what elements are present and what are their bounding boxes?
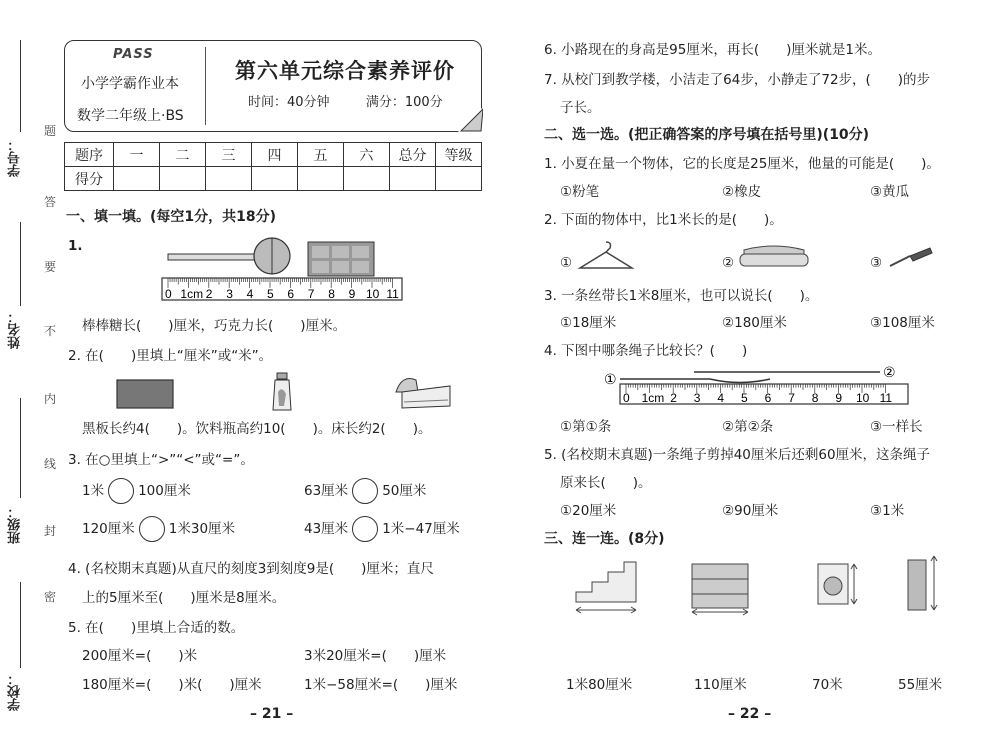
bed-icon bbox=[392, 372, 454, 410]
compare-circle[interactable] bbox=[139, 516, 165, 542]
q3-text: 3. 在○里填上“>”“<”或“=”。 bbox=[68, 452, 254, 468]
length-label: 55厘米 bbox=[898, 677, 943, 693]
name-line[interactable] bbox=[20, 222, 21, 306]
washing-machine-icon bbox=[814, 558, 858, 616]
score-cell[interactable] bbox=[252, 167, 298, 191]
ruler-tick-label: 10 bbox=[366, 287, 380, 301]
c5-line2: 原来长( )。 bbox=[560, 475, 652, 491]
c3-option-3[interactable]: ③108厘米 bbox=[870, 315, 935, 331]
student-number-label: 学号： bbox=[8, 138, 23, 177]
ruler-tick-label: 4 bbox=[246, 287, 254, 301]
q5-c: 180厘米=( )米( )厘米 bbox=[82, 677, 262, 693]
q5-a: 200厘米=( )米 bbox=[82, 648, 198, 664]
compare-circle[interactable] bbox=[352, 478, 378, 504]
compare-a-left: 1米 bbox=[82, 483, 105, 499]
c2-option-3[interactable]: ③ bbox=[870, 255, 883, 271]
score-header-cell: 六 bbox=[344, 143, 390, 167]
q7-line2: 子长。 bbox=[560, 100, 601, 116]
score-cell[interactable] bbox=[114, 167, 160, 191]
ruler-tick-label: 11 bbox=[386, 287, 399, 301]
compare-a bbox=[82, 478, 191, 504]
compare-d-right: 1米−47厘米 bbox=[382, 521, 460, 537]
rope-1-mark: ① bbox=[604, 372, 617, 388]
ruler-tick-label: 11 bbox=[879, 391, 893, 405]
page-title: 第六单元综合素养评价 bbox=[235, 59, 455, 83]
score-table bbox=[64, 142, 482, 191]
q1-text: 棒棒糖长( )厘米，巧克力长( )厘米。 bbox=[82, 318, 347, 334]
ruler-tick-label: 7 bbox=[788, 391, 795, 405]
q4-line2: 上的5厘米至( )厘米是8厘米。 bbox=[82, 590, 286, 606]
bookshelf-icon bbox=[688, 560, 754, 616]
c4-option-3[interactable]: ③一样长 bbox=[870, 419, 923, 435]
q2-text: 2. 在( )里填上“厘米”或“米”。 bbox=[68, 348, 273, 364]
ruler-tick-label: 3 bbox=[693, 391, 701, 405]
q1-number: 1. bbox=[68, 238, 83, 254]
compare-d bbox=[304, 516, 460, 542]
header-divider bbox=[205, 47, 206, 125]
section-3-heading: 三、连一连。(8分) bbox=[544, 531, 665, 547]
screwdriver-icon bbox=[886, 246, 934, 272]
score-cell[interactable] bbox=[436, 167, 482, 191]
page-number-right: – 22 – bbox=[728, 706, 772, 722]
score-header-cell: 四 bbox=[252, 143, 298, 167]
seal-char: 要 bbox=[44, 260, 57, 274]
c3-option-2[interactable]: ②180厘米 bbox=[722, 315, 787, 331]
drink-bottle-icon bbox=[270, 372, 294, 412]
section-2-heading: 二、选一选。(把正确答案的序号填在括号里)(10分) bbox=[544, 127, 870, 143]
time-limit: 时间：40分钟 bbox=[248, 95, 330, 110]
hanger-icon bbox=[576, 238, 636, 272]
compare-c-right: 1米30厘米 bbox=[168, 521, 236, 537]
ruler-tick-label: 8 bbox=[328, 287, 335, 301]
rope-ruler-figure bbox=[600, 364, 920, 408]
stairs-icon bbox=[572, 558, 642, 616]
length-label: 70米 bbox=[812, 677, 843, 693]
ruler-figure bbox=[160, 232, 410, 306]
ruler-tick-label: 3 bbox=[226, 287, 233, 301]
score-cell[interactable] bbox=[344, 167, 390, 191]
c4-option-1[interactable]: ①第①条 bbox=[560, 419, 612, 435]
score-cell[interactable] bbox=[206, 167, 252, 191]
c1-option-2[interactable]: ②橡皮 bbox=[722, 184, 762, 200]
binding-margin bbox=[0, 0, 60, 749]
q4-line1: 4. (名校期末真题)从直尺的刻度3到刻度9是( )厘米；直尺 bbox=[68, 561, 434, 577]
length-label: 110厘米 bbox=[694, 677, 747, 693]
ruler-tick-label: 1cm bbox=[180, 287, 204, 301]
ruler-tick-label: 0 bbox=[165, 287, 172, 301]
header-box bbox=[64, 40, 482, 132]
c2-option-2[interactable]: ② bbox=[722, 255, 735, 271]
score-header-cell: 三 bbox=[206, 143, 252, 167]
score-row-label: 得分 bbox=[65, 167, 114, 191]
c5-option-2[interactable]: ②90厘米 bbox=[722, 503, 779, 519]
rope-2-mark: ② bbox=[883, 365, 896, 381]
class-label: 班级： bbox=[8, 505, 23, 544]
q2-answers: 黑板长约4( )。饮料瓶高约10( )。床长约2( )。 bbox=[82, 421, 432, 437]
ruler-tick-label: 9 bbox=[835, 391, 843, 405]
exam-meta bbox=[248, 91, 443, 110]
ruler-tick-label: 6 bbox=[764, 391, 772, 405]
ruler-tick-label: 0 bbox=[623, 391, 630, 405]
brand-name: 小学学霸作业本 bbox=[81, 76, 179, 92]
ruler-tick-label: 7 bbox=[307, 287, 315, 301]
score-cell[interactable] bbox=[160, 167, 206, 191]
seal-char: 封 bbox=[44, 524, 57, 538]
q5-d: 1米−58厘米=( )厘米 bbox=[304, 677, 458, 693]
ruler-tick-label: 2 bbox=[205, 287, 213, 301]
compare-c bbox=[82, 516, 235, 542]
q6-text: 6. 小路现在的身高是95厘米，再长( )厘米就是1米。 bbox=[544, 42, 881, 58]
c5-line1: 5. (名校期末真题)一条绳子剪掉40厘米后还剩60厘米，这条绳子 bbox=[544, 447, 931, 463]
score-header-cell: 题序 bbox=[65, 143, 114, 167]
score-header-cell: 一 bbox=[114, 143, 160, 167]
name-label: 姓名： bbox=[8, 310, 23, 349]
c4-option-2[interactable]: ②第②条 bbox=[722, 419, 774, 435]
score-header-cell: 二 bbox=[160, 143, 206, 167]
seal-char: 内 bbox=[44, 392, 57, 406]
score-cell[interactable] bbox=[390, 167, 436, 191]
compare-circle[interactable] bbox=[352, 516, 378, 542]
ruler-tick-label: 1cm bbox=[641, 391, 665, 405]
c1-option-3[interactable]: ③黄瓜 bbox=[870, 184, 910, 200]
brand-grade: 数学二年级上·BS bbox=[77, 108, 184, 124]
compare-b bbox=[304, 478, 426, 504]
compare-d-left: 43厘米 bbox=[304, 521, 349, 537]
c3-option-1[interactable]: ①18厘米 bbox=[560, 315, 617, 331]
c5-option-1[interactable]: ①20厘米 bbox=[560, 503, 617, 519]
seal-char: 题 bbox=[44, 124, 57, 138]
score-header-cell: 等级 bbox=[436, 143, 482, 167]
ruler-tick-label: 5 bbox=[267, 287, 274, 301]
seal-char: 答 bbox=[44, 195, 57, 209]
lollipop-stick bbox=[168, 254, 264, 260]
ruler-tick-label: 6 bbox=[287, 287, 295, 301]
c5-option-3[interactable]: ③1米 bbox=[870, 503, 905, 519]
score-cell[interactable] bbox=[298, 167, 344, 191]
page-number-left: – 21 – bbox=[250, 706, 294, 722]
compare-a-right: 100厘米 bbox=[138, 483, 191, 499]
seal-char: 线 bbox=[44, 457, 57, 471]
c4-text: 4. 下图中哪条绳子比较长？( ) bbox=[544, 343, 748, 359]
ruler-tick-label: 8 bbox=[811, 391, 819, 405]
ruler-tick-label: 4 bbox=[717, 391, 725, 405]
ruler-tick-label: 2 bbox=[670, 391, 677, 405]
building-icon bbox=[898, 552, 942, 616]
page-curl-icon bbox=[457, 107, 483, 133]
q7-line1: 7. 从校门到教学楼，小洁走了64步，小静走了72步，( )的步 bbox=[544, 72, 931, 88]
class-line[interactable] bbox=[20, 398, 21, 498]
length-label: 1米80厘米 bbox=[566, 677, 633, 693]
c2-text: 2. 下面的物体中，比1米长的是( )。 bbox=[544, 212, 783, 228]
score-header-cell: 五 bbox=[298, 143, 344, 167]
q5-text: 5. 在( )里填上合适的数。 bbox=[68, 620, 245, 636]
school-line[interactable] bbox=[20, 582, 21, 668]
c1-text: 1. 小夏在量一个物体，它的长度是25厘米，他量的可能是( )。 bbox=[544, 156, 940, 172]
ruler-tick-label: 10 bbox=[856, 391, 870, 405]
ruler-tick-label: 9 bbox=[348, 287, 356, 301]
c3-text: 3. 一条丝带长1米8厘米，也可以说长( )。 bbox=[544, 288, 819, 304]
q5-b: 3米20厘米=( )厘米 bbox=[304, 648, 447, 664]
c1-option-1[interactable]: ①粉笔 bbox=[560, 184, 600, 200]
blackboard-icon bbox=[116, 378, 176, 410]
sofa-icon bbox=[738, 240, 810, 272]
compare-b-left: 63厘米 bbox=[304, 483, 349, 499]
section-1-heading: 一、填一填。(每空1分，共18分) bbox=[66, 209, 277, 225]
student-number-line[interactable] bbox=[20, 40, 21, 132]
school-label: 学校： bbox=[8, 672, 23, 711]
compare-c-left: 120厘米 bbox=[82, 521, 135, 537]
c2-option-1[interactable]: ① bbox=[560, 255, 573, 271]
ruler-tick-label: 5 bbox=[741, 391, 748, 405]
full-score: 满分：100分 bbox=[365, 95, 443, 110]
seal-char: 密 bbox=[44, 590, 57, 604]
compare-b-right: 50厘米 bbox=[382, 483, 427, 499]
pass-logo: PASS bbox=[113, 47, 154, 62]
score-header-cell: 总分 bbox=[390, 143, 436, 167]
seal-char: 不 bbox=[44, 324, 57, 338]
compare-circle[interactable] bbox=[108, 478, 134, 504]
